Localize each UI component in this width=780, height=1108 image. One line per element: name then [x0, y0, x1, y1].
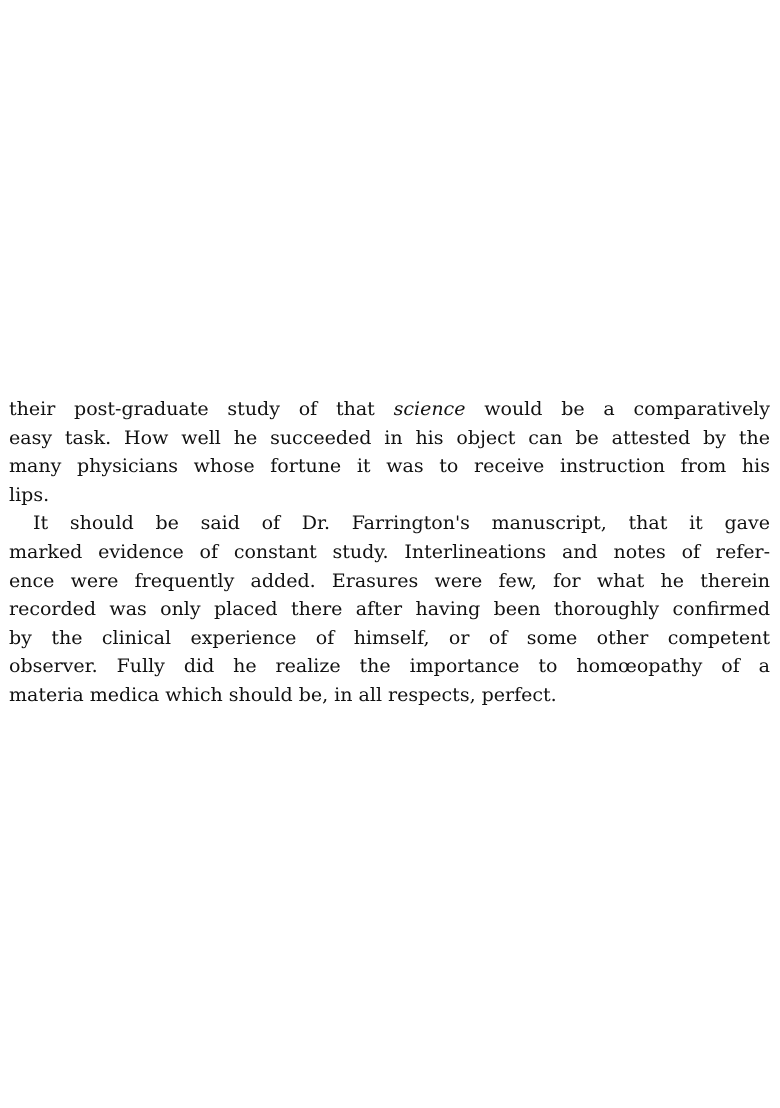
text-line: marked evidence of constant study. Interlineations and notes of refer-	[9, 540, 770, 563]
text-line: by the clinical experience of himself, or of some other competent	[9, 626, 770, 649]
text-line: easy task. How well he succeeded in his object can be attested by the	[9, 426, 770, 449]
text-line: ence were frequently added. Erasures were few, for what he therein	[9, 569, 770, 592]
text-line: lips.	[9, 483, 50, 506]
body-text	[9, 395, 770, 710]
text-line: their post-graduate study of that science would be a comparatively	[9, 398, 770, 420]
text-line: It should be said of Dr. Farrington's manuscript, that it gave	[33, 512, 770, 535]
paragraph-2	[9, 509, 770, 709]
paragraph-1	[9, 395, 770, 509]
text-line: many physicians whose fortune it was to receive instruction from his	[9, 455, 770, 478]
text-line: recorded was only placed there after having been thoroughly confirmed	[9, 598, 770, 621]
italic-word: science	[393, 398, 466, 420]
text-line: observer. Fully did he realize the importance to homœopathy of a	[9, 655, 770, 678]
text-line: materia medica which should be, in all respects, perfect.	[9, 683, 557, 706]
